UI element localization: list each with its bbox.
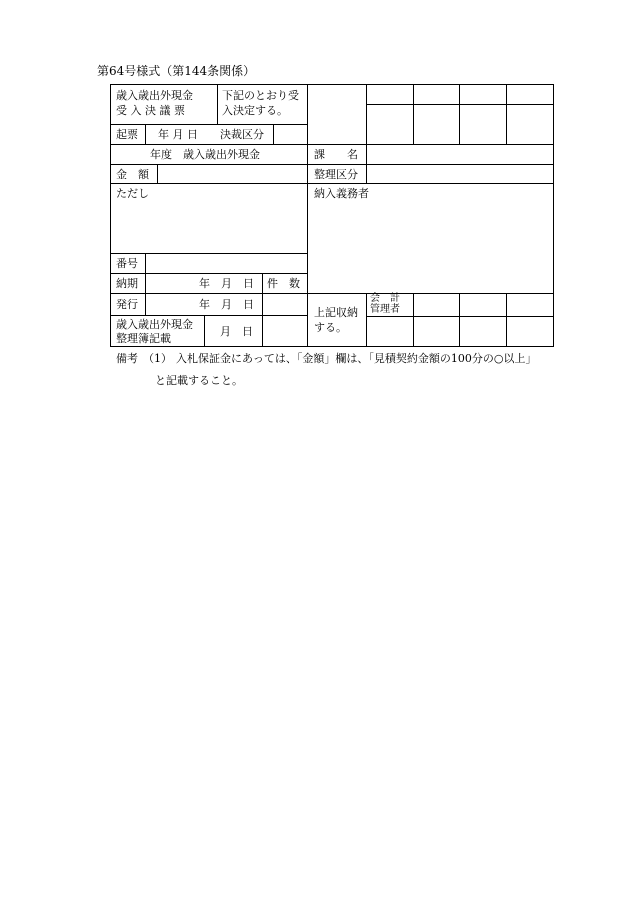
ledger-label-line-1: 歳入歳出外現金 — [116, 318, 193, 331]
grid-line — [217, 84, 218, 125]
tadashi-label: ただし — [116, 187, 149, 200]
grid-line — [110, 84, 111, 347]
grid-line — [366, 144, 367, 184]
kensu-label: 件 数 — [267, 277, 300, 290]
hakko-date: 年 月 日 — [199, 298, 254, 311]
kihyo-label: 起票 — [116, 128, 138, 141]
fiscal-year-label: 年度 歳入歳出外現金 — [150, 148, 260, 161]
biko-label: 備考 — [116, 352, 138, 365]
grid-line — [145, 124, 146, 144]
grid-line — [110, 84, 554, 85]
ledger-date: 月 日 — [220, 325, 253, 338]
doc-title-line-1: 歳入歳出外現金 — [116, 89, 193, 102]
grid-line — [110, 315, 307, 316]
grid-line — [110, 164, 554, 165]
noki-date: 年 月 日 — [199, 277, 254, 290]
grid-line — [262, 273, 263, 315]
grid-line — [110, 293, 554, 294]
grid-line — [506, 84, 507, 144]
grid-line — [110, 144, 554, 145]
note-line-2: と記載すること。 — [155, 374, 243, 387]
grid-line — [110, 253, 307, 254]
ka-label: 課 名 — [314, 148, 358, 161]
kaikei-label-line-1: 会 計 — [370, 293, 400, 304]
grid-line — [413, 84, 414, 144]
bango-label: 番号 — [116, 257, 138, 270]
grid-line — [459, 84, 460, 144]
seiri-label: 整理区分 — [314, 168, 358, 181]
hakko-label: 発行 — [116, 298, 138, 311]
noki-label: 納期 — [116, 277, 138, 290]
grid-line — [366, 293, 367, 347]
kaikei-label-line-2: 管理者 — [370, 304, 400, 315]
doc-title-line-2: 受 入 決 議 票 — [116, 104, 185, 117]
grid-line — [366, 84, 367, 144]
grid-line — [553, 84, 554, 347]
note-item-number: （1） — [143, 352, 172, 365]
grid-line — [145, 253, 146, 315]
decision-text-line-1: 下記のとおり受 — [222, 89, 299, 102]
decision-text-line-2: 入決定する。 — [222, 104, 288, 117]
grid-line — [506, 293, 507, 347]
grid-line — [110, 124, 307, 125]
ledger-label-line-2: 整理簿記載 — [116, 332, 171, 345]
amount-label: 金 額 — [116, 168, 149, 181]
grid-line — [157, 164, 158, 184]
joki-label-line-2: する。 — [314, 321, 347, 334]
grid-line — [204, 315, 205, 347]
nonyu-gimusha-label: 納入義務者 — [314, 187, 369, 200]
grid-line — [262, 315, 263, 347]
grid-line — [366, 104, 554, 105]
grid-line — [307, 84, 308, 347]
joki-label-line-1: 上記収納 — [314, 306, 358, 319]
kihyo-date: 年 月 日 — [158, 128, 198, 141]
grid-line — [366, 316, 554, 317]
grid-line — [110, 183, 554, 184]
grid-line — [459, 293, 460, 347]
kessai-label: 決裁区分 — [220, 128, 264, 141]
form-title: 第64号様式（第144条関係） — [97, 64, 256, 78]
grid-line — [273, 124, 274, 144]
grid-line — [110, 273, 307, 274]
grid-line — [413, 293, 414, 347]
grid-line — [110, 346, 554, 347]
note-line-1: 入札保証金にあっては、「金額」欄は、「見積契約金額の100分の○以上」 — [176, 352, 537, 365]
